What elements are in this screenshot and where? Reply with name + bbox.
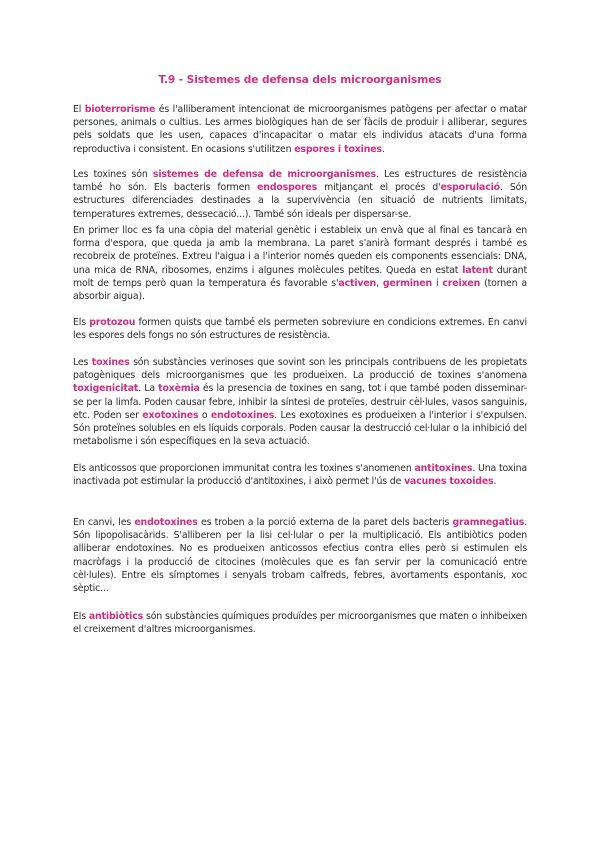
text-run: . Les estructures de resistència també ho són. Els bacteris formen (73, 169, 527, 194)
text-run: és la presencia de toxines en sang, tot i que també poden disseminar-se per la limfa. Poden causar febre, inhibir la síntesi de proteïes, destruir cèl·lules, vasos sanguinis, etc. Poden ser (73, 383, 527, 421)
highlight-term: exotoxines (142, 409, 199, 421)
text-run: és l'alliberament intencionat de microorganismes patògens per afectar o matar persones, animals o cultius. Les armes biològiques han de ser fàcils de produir i alliberar, segures pels soldats que les usen, capaces d'incapacitar o matar els individus atacats d'una forma reproductiva i consistent. En ocasions s'utilitzen (73, 104, 528, 155)
paragraph-antitoxines (73, 462, 527, 488)
paragraph-bioterrorisme (73, 103, 527, 156)
text-run: Les toxines són (73, 169, 153, 180)
highlight-term: toxines (91, 357, 130, 368)
paragraph-protozou (73, 316, 527, 342)
text-run: . Són estructures diferenciades destinades a la supervivència (en situació de nutrients limitats, temperatures extremes, dessecació...). També són ideals per dispersar-se. (73, 182, 528, 220)
paragraph-antibiotics (73, 610, 527, 636)
highlight-term: antibiòtics (88, 611, 144, 622)
paragraph-sporulation (73, 224, 527, 303)
text-run: . (493, 476, 497, 488)
text-run: formen quists que també els permeten sobreviure en condicions extremes. En canvi les espores dels fongs no són estructures de resistència. (73, 317, 527, 342)
highlight-term: toxèmia (158, 383, 200, 395)
highlight-term: vacunes toxoides (404, 476, 494, 488)
highlight-term: esporulació (440, 182, 500, 194)
highlight-term: endospores (257, 182, 318, 194)
text-run: i (432, 277, 443, 289)
text-run: Els (73, 317, 90, 328)
text-run: , (376, 277, 383, 289)
text-run: Els (73, 611, 89, 622)
highlight-term: creixen (442, 277, 481, 289)
text-run: En canvi, les (73, 517, 135, 528)
text-run: mitjançant el procés d' (317, 182, 441, 194)
highlight-term: endotoxines (210, 409, 275, 421)
highlight-term: activen (338, 277, 377, 289)
highlight-term: protozou (89, 317, 136, 328)
highlight-term: sistemes de defensa de microorganismes (152, 169, 376, 180)
text-run: Els anticossos que proporcionen immunitat contra les toxines s'anomenen (73, 463, 415, 474)
text-run: són substàncies verinoses que sovint son les principals contribuens de les propietats patogèniques dels microorganismes que les produeixen. La producció de toxines s'anomena (73, 357, 527, 382)
highlight-term: antitoxines (414, 463, 473, 474)
highlight-term: gramnegatius (452, 517, 525, 528)
text-run: En primer lloc es fa una còpia del material genètic i estableix un envà que al final es tancarà en forma d'espora, que queda ja amb la membrana. La paret s'anirà formant després i també es recobreix de proteïnes. Extreu l'aigua i a l'interior només queden els components essencials: DNA, una mica de RNA, ribosomes, enzims i algunes molècules petites. Queda en estat (73, 225, 527, 276)
text-run: Les (73, 357, 92, 368)
text-run: són substàncies químiques produïdes per microorganismes que maten o inhibeixen el creixement d'altres microorganismes. (73, 611, 527, 636)
text-run: es troben a la porció externa de la paret dels bacteris (197, 517, 453, 528)
highlight-term: germinen (382, 277, 433, 289)
highlight-term: latent (462, 264, 493, 276)
text-run: El (73, 104, 85, 115)
page-title: T.9 - Sistemes de defensa dels microorganismes (158, 74, 442, 86)
text-run: durant molt de temps però quan la temperatura és favorable s' (73, 264, 527, 289)
highlight-term: espores i toxines (294, 143, 382, 155)
text-run: . La (138, 383, 159, 395)
text-run: . Són lipopolisacàrids. S'alliberen per la lisi cel·lular o per la multiplicació. Els antibiòtics poden alliberar endotoxines. No es produeixen anticossos efectius contra elles però si estimulen els macròfags i la producció de citocines (molècules que es fan servir per la comunicació entre cèl·lules). Entre els símptomes i senyals trobam calfreds, febres, avortaments espontanis, xoc sèptic... (73, 517, 527, 595)
text-run: o (198, 409, 211, 421)
paragraph-defense-systems (73, 168, 527, 221)
highlight-term: endotoxines (134, 517, 198, 528)
text-run: . Les exotoxines es produeixen a l'interior i s'expulsen. Són proteïnes solubles en els líquids corporals. Poden causar la destrucció cel·lular o la inhibició del metabolisme i són específiques en la seva actuació. (73, 409, 527, 448)
text-run: (tornen a absorbir aigua). (73, 277, 527, 303)
highlight-term: toxigenicitat (73, 383, 139, 395)
text-run: . (381, 143, 385, 155)
paragraph-toxines (73, 356, 527, 448)
paragraph-endotoxines (73, 516, 527, 595)
text-run: . Una toxina inactivada pot estimular la producció d'antitoxines, i això permet l'ús de (73, 463, 528, 488)
highlight-term: bioterrorisme (84, 104, 156, 115)
